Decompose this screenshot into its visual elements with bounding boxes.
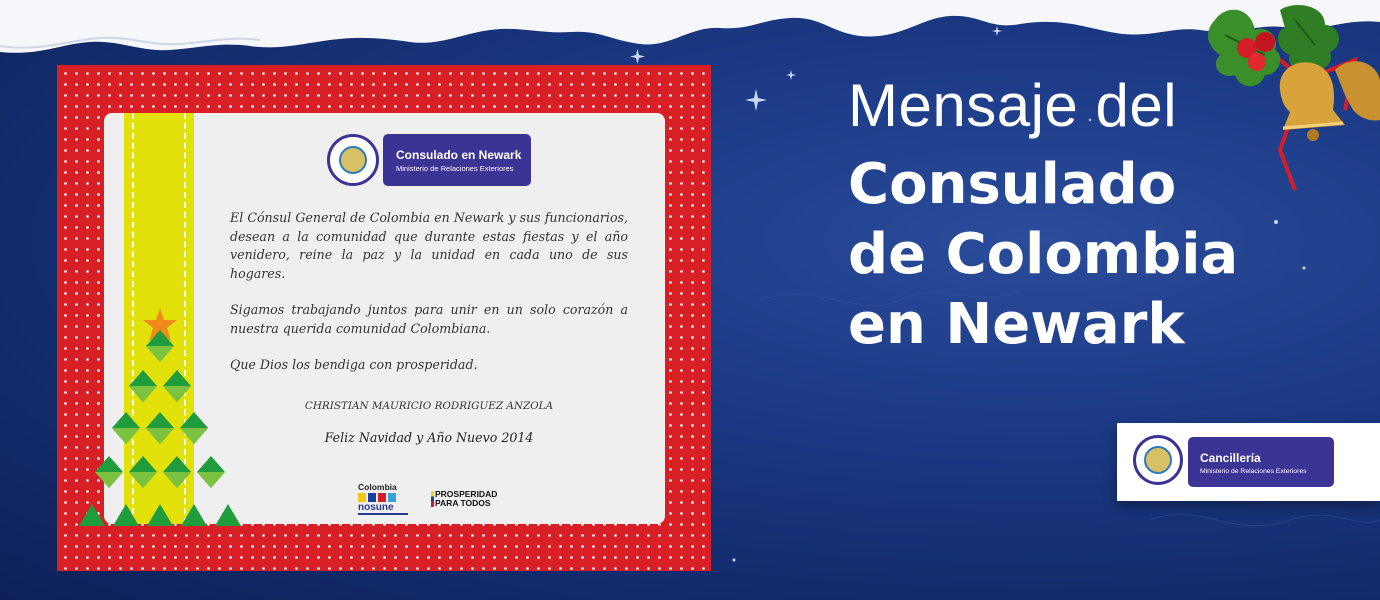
holly-bells-icon (1185, 0, 1380, 195)
headline-line2: Consulado (848, 152, 1177, 217)
cancilleria-badge (1117, 423, 1380, 501)
card-message (230, 209, 628, 393)
cancilleria-subtitle: Ministerio de Relaciones Exteriores (1200, 468, 1307, 475)
colombia-figures-icon (358, 493, 408, 502)
consulado-logo (327, 134, 531, 186)
prosperidad-line1: PROSPERIDAD (435, 489, 498, 499)
message-paragraph-2: Sigamos trabajando juntos para unir en un solo corazón a nuestra querida comunidad Colombiana. (230, 302, 628, 336)
prosperidad-logo (431, 490, 511, 512)
colombia-logo-bottom: nosune (358, 502, 408, 515)
consulado-logo-title: Consulado en Newark (396, 148, 522, 162)
headline-bold-block (848, 150, 1238, 360)
christmas-tree-icon (78, 300, 248, 530)
headline-line1: Mensaje del (848, 72, 1178, 139)
consulado-logo-tag (383, 134, 531, 186)
colombia-logo-top: Colombia (358, 482, 397, 492)
card-signer: CHRISTIAN MAURICIO RODRIGUEZ ANZOLA (304, 400, 554, 412)
colombia-nosune-logo (358, 482, 408, 516)
cancilleria-title: Cancillería (1200, 451, 1261, 465)
flag-bar-icon (431, 491, 434, 507)
cancilleria-seal-icon (1133, 435, 1183, 485)
colombia-seal-icon (327, 134, 379, 186)
cancilleria-tag (1188, 437, 1334, 487)
message-paragraph-3: Que Dios los bendiga con prosperidad. (230, 357, 478, 372)
prosperidad-line2: PARA TODOS (435, 498, 491, 508)
card-greeting: Feliz Navidad y Año Nuevo 2014 (324, 430, 534, 445)
consulado-logo-subtitle: Ministerio de Relaciones Exteriores (396, 164, 514, 173)
headline (848, 72, 1239, 360)
headline-line4: en Newark (848, 292, 1185, 357)
headline-line3: de Colombia (848, 222, 1239, 287)
message-paragraph-1: El Cónsul General de Colombia en Newark y sus funcionarios, desean a la comunidad que durante estas fiestas y el año venidero, reine la paz y la unidad en cada uno de sus hogares. (230, 210, 628, 281)
